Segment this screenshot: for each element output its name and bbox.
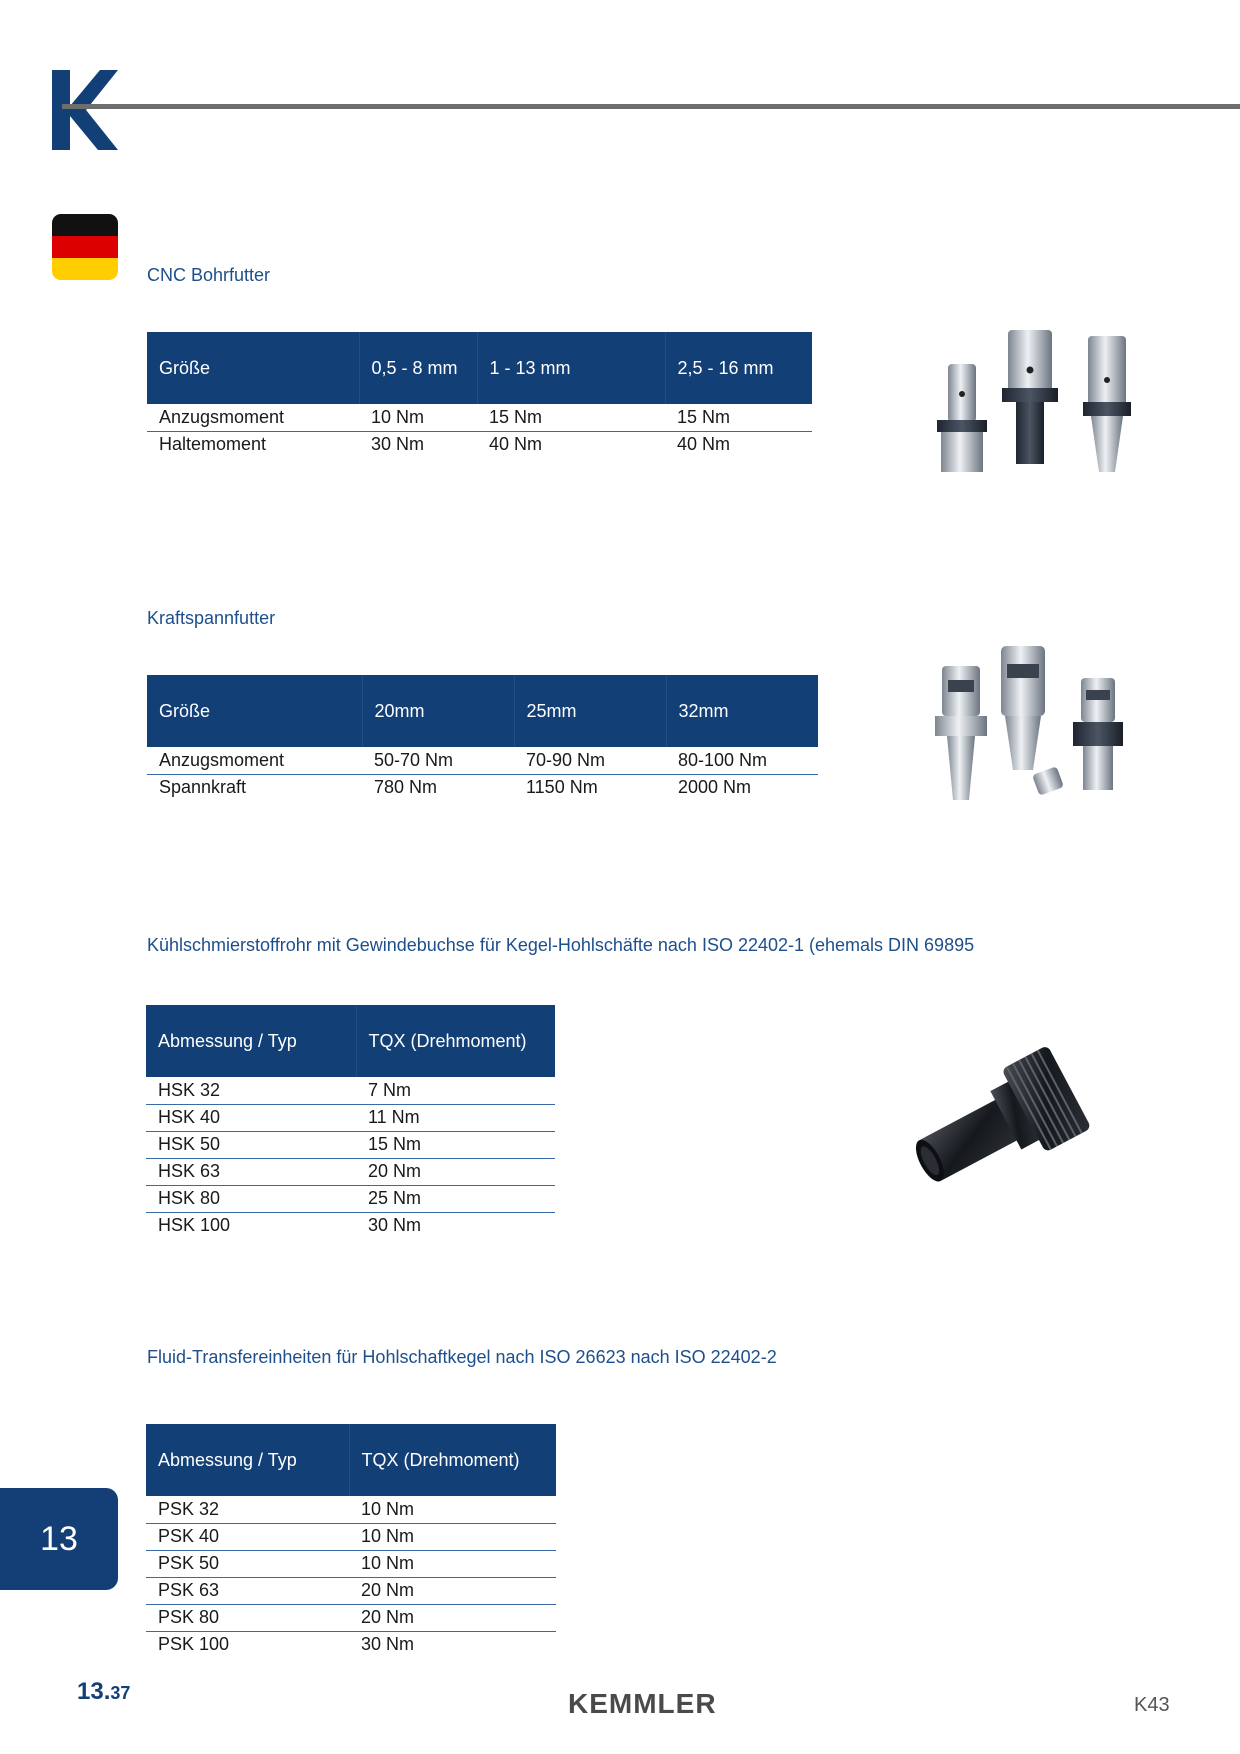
table-header: 0,5 - 8 mm	[359, 332, 477, 404]
power-chuck-photo	[925, 640, 1155, 830]
table-cell: 40 Nm	[489, 434, 543, 455]
table-cell: PSK 80	[158, 1607, 220, 1627]
page-number-minor: 37	[110, 1683, 131, 1703]
page-code: K43	[1134, 1694, 1170, 1716]
table-header: Größe	[147, 332, 359, 404]
cnc-bohrfutter-table	[147, 332, 812, 458]
table-cell: 20 Nm	[368, 1161, 422, 1181]
chapter-tab[interactable]: 13	[0, 1488, 118, 1590]
table-cell: 10 Nm	[361, 1526, 415, 1546]
table-cell: PSK 40	[158, 1526, 220, 1546]
table-cell: 80-100 Nm	[678, 749, 768, 770]
table-cell: 15 Nm	[677, 406, 731, 427]
table-header: TQX (Drehmoment)	[349, 1424, 556, 1496]
table-row	[146, 1496, 556, 1523]
coolant-tube-photo	[905, 1040, 1095, 1200]
table-header: Abmessung / Typ	[146, 1424, 349, 1496]
table-cell: 50-70 Nm	[374, 749, 454, 770]
table-cell: HSK 80	[158, 1188, 221, 1208]
table-row	[147, 747, 818, 774]
table-cell: HSK 32	[158, 1079, 221, 1100]
table-cell: 11 Nm	[368, 1107, 420, 1127]
table-cell: 70-90 Nm	[526, 749, 606, 770]
table-cell: 30 Nm	[368, 1215, 422, 1236]
table-cell: PSK 32	[158, 1498, 220, 1519]
table-cell: 2000 Nm	[678, 777, 752, 798]
table-cell: 20 Nm	[361, 1607, 415, 1627]
table-cell: HSK 100	[158, 1215, 231, 1236]
table-cell: 20 Nm	[361, 1580, 415, 1600]
table-row	[147, 404, 812, 431]
table-header: Abmessung / Typ	[146, 1005, 356, 1077]
kuehlschmierstoffrohr-table	[146, 1005, 555, 1239]
kemmler-logo	[52, 70, 118, 150]
table-cell: 40 Nm	[677, 434, 731, 455]
table-header: 20mm	[362, 675, 514, 747]
table-row	[146, 1131, 555, 1158]
table-header: 1 - 13 mm	[477, 332, 665, 404]
table-cell: 25 Nm	[368, 1188, 422, 1208]
section-title-kraftspannfutter: Kraftspannfutter	[147, 608, 276, 628]
table-cell: Anzugsmoment	[159, 406, 285, 427]
table-row	[146, 1631, 556, 1658]
table-row	[146, 1523, 556, 1550]
table-cell: 15 Nm	[368, 1134, 422, 1154]
page-number	[77, 1678, 130, 1706]
table-cell: PSK 50	[158, 1553, 220, 1573]
table-cell: Spannkraft	[159, 777, 247, 798]
table-cell: 1150 Nm	[526, 777, 598, 798]
table-cell: 15 Nm	[489, 406, 543, 427]
table-row	[146, 1577, 556, 1604]
table-cell: 7 Nm	[368, 1079, 412, 1100]
table-cell: HSK 50	[158, 1134, 221, 1154]
table-row	[147, 431, 812, 458]
table-row	[146, 1077, 555, 1104]
kraftspannfutter-table	[147, 675, 818, 801]
table-row	[146, 1104, 555, 1131]
table-row	[147, 774, 818, 801]
table-cell: 30 Nm	[361, 1634, 415, 1655]
table-cell: 10 Nm	[361, 1498, 415, 1519]
table-row	[146, 1158, 555, 1185]
table-header: TQX (Drehmoment)	[356, 1005, 555, 1077]
cnc-drill-chuck-photo	[925, 322, 1155, 497]
table-header: 25mm	[514, 675, 666, 747]
table-cell: 10 Nm	[361, 1553, 415, 1573]
table-row	[146, 1212, 555, 1239]
table-cell: HSK 63	[158, 1161, 221, 1181]
table-header: 32mm	[666, 675, 818, 747]
section-title-kuehlschmierstoffrohr: Kühlschmierstoffrohr mit Gewindebuchse für Kegel-Hohlschäfte nach ISO 22402-1 (ehemals DIN 69895	[147, 935, 975, 955]
table-cell: 10 Nm	[371, 406, 425, 427]
table-row	[146, 1550, 556, 1577]
table-cell: PSK 100	[158, 1634, 230, 1655]
section-title-cnc-bohrfutter: CNC Bohrfutter	[147, 265, 271, 285]
table-cell: HSK 40	[158, 1107, 221, 1127]
table-cell: Haltemoment	[159, 434, 267, 455]
section-title-fluid-transfereinheiten: Fluid-Transfereinheiten für Hohlschaftkegel nach ISO 26623 nach ISO 22402-2	[147, 1347, 777, 1367]
table-cell: Anzugsmoment	[159, 749, 285, 770]
table-header: 2,5 - 16 mm	[665, 332, 812, 404]
brand-wordmark: KEMMLER	[568, 1688, 717, 1719]
table-cell: PSK 63	[158, 1580, 220, 1600]
table-cell: 780 Nm	[374, 777, 438, 798]
table-cell: 30 Nm	[371, 434, 425, 455]
germany-flag-icon[interactable]	[52, 214, 118, 280]
header-rule	[62, 104, 1240, 109]
table-header: Größe	[147, 675, 362, 747]
table-row	[146, 1604, 556, 1631]
fluid-transfereinheiten-table	[146, 1424, 556, 1658]
table-row	[146, 1185, 555, 1212]
page-number-major: 13.	[77, 1678, 111, 1705]
